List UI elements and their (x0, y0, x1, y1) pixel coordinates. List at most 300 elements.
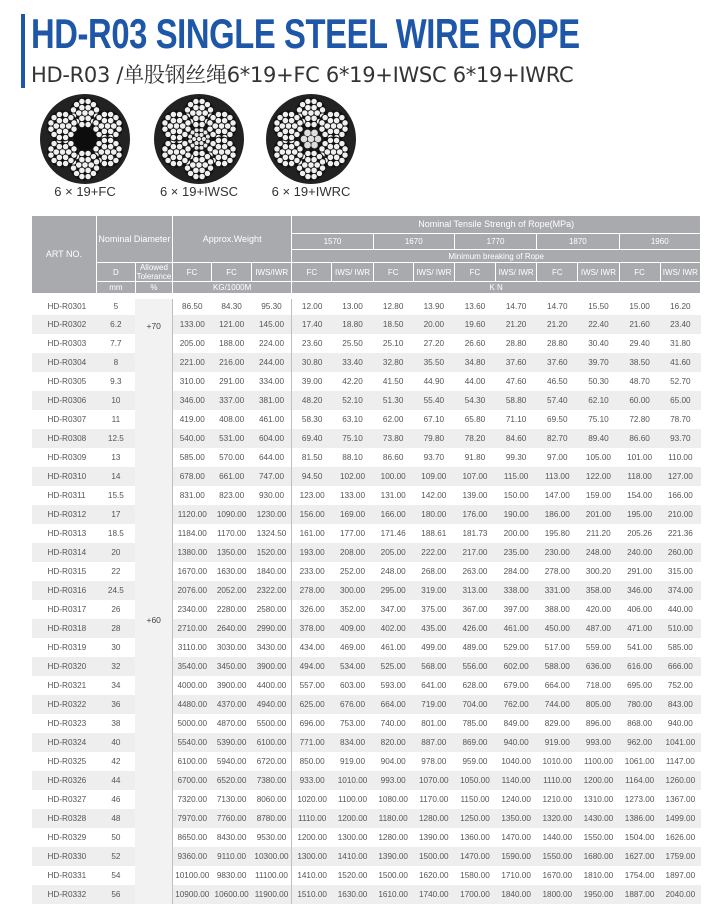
art-no-cell: HD-R0314 (32, 543, 97, 562)
value-cell: 25.10 (382, 338, 404, 348)
value-cell: 568.00 (413, 657, 454, 676)
value-cell: 205.00 (172, 334, 211, 353)
value-cell: 820.00 (373, 733, 413, 752)
value-cell: 531.00 (212, 429, 252, 448)
value-cell: 8 (96, 353, 135, 372)
rope-iwrc-cross-section-icon (265, 93, 357, 185)
value-cell: 1499.00 (660, 809, 700, 828)
value-cell: 107.00 (454, 467, 495, 486)
value-cell: 388.00 (544, 604, 570, 614)
value-cell: 1740.00 (413, 885, 454, 904)
value-cell: 10300.00 (252, 847, 292, 866)
value-cell: 1164.00 (619, 771, 660, 790)
art-no-cell: HD-R0329 (47, 832, 87, 842)
value-cell: 11900.00 (252, 885, 292, 904)
value-cell: 489.00 (462, 642, 488, 652)
value-cell: 1670.00 (542, 870, 573, 880)
value-cell: 1200.00 (292, 828, 332, 847)
value-cell: 940.00 (496, 733, 537, 752)
value-cell: 1550.00 (537, 847, 578, 866)
value-cell: 260.00 (660, 543, 700, 562)
outer-strand (161, 111, 192, 142)
value-cell: 193.00 (292, 543, 332, 562)
value-cell: 18.5 (107, 528, 124, 538)
art-no-cell: HD-R0310 (32, 467, 97, 486)
value-cell: 1324.50 (256, 528, 287, 538)
value-cell: 222.00 (413, 543, 454, 562)
value-cell: 541.00 (627, 642, 653, 652)
value-cell: 159.00 (585, 490, 611, 500)
value-cell: 1470.00 (501, 832, 531, 842)
table-row (32, 676, 701, 695)
value-cell: 216.00 (212, 353, 252, 372)
table-row (32, 657, 701, 676)
value-cell: 186.00 (537, 505, 578, 524)
value-cell: 5500.00 (256, 718, 287, 728)
value-cell: 224.00 (258, 338, 285, 348)
value-cell: 20.00 (413, 315, 454, 334)
value-cell: 5000.00 (172, 714, 211, 733)
value-cell: 919.00 (340, 756, 366, 766)
art-no-cell: HD-R0303 (47, 338, 87, 348)
value-cell: 1120.00 (172, 505, 211, 524)
value-cell: 1520.00 (252, 543, 292, 562)
art-no-cell: HD-R0311 (47, 490, 86, 500)
header-grade-1870: 1870 (537, 234, 619, 250)
value-cell: 39.00 (292, 372, 332, 391)
value-cell: 62.10 (578, 391, 619, 410)
value-cell: 201.00 (578, 505, 619, 524)
value-cell: 50.30 (588, 376, 609, 386)
value-cell: 1410.00 (292, 866, 332, 885)
value-cell: 534.00 (332, 657, 373, 676)
value-cell: 17 (96, 505, 135, 524)
art-no-cell: HD-R0301 (32, 296, 97, 315)
value-cell: 440.00 (667, 604, 693, 614)
value-cell: 56 (96, 885, 135, 904)
value-cell: 471.00 (619, 619, 660, 638)
value-cell: 930.00 (258, 490, 285, 500)
value-cell: 2322.00 (252, 581, 292, 600)
value-cell: 1500.00 (413, 847, 454, 866)
value-cell: 181.73 (462, 528, 488, 538)
value-cell: 291.00 (627, 566, 653, 576)
value-cell: 904.00 (380, 756, 406, 766)
header-unit-mm: mm (96, 282, 135, 296)
value-cell: 34 (111, 680, 121, 690)
value-cell: 1627.00 (619, 847, 660, 866)
value-cell: 62.00 (382, 414, 404, 424)
value-cell: 142.00 (421, 490, 447, 500)
art-no-cell: HD-R0321 (47, 680, 87, 690)
value-cell: 3900.00 (216, 680, 247, 690)
art-no-cell: HD-R0316 (32, 581, 97, 600)
header-nominal-diameter: Nominal Diameter (96, 216, 172, 263)
value-cell: 1700.00 (454, 885, 495, 904)
value-cell: 11100.00 (255, 870, 288, 880)
value-cell: 1240.00 (501, 794, 531, 804)
value-cell: 704.00 (454, 695, 495, 714)
value-cell: 71.10 (505, 414, 527, 424)
value-cell: 65.00 (660, 391, 700, 410)
value-cell: 375.00 (421, 604, 447, 614)
value-cell: 58.80 (496, 391, 537, 410)
value-cell: 625.00 (292, 695, 332, 714)
value-cell: 740.00 (380, 718, 406, 728)
value-cell: 30 (111, 642, 121, 652)
value-cell: 230.00 (537, 543, 578, 562)
value-cell: 434.00 (292, 638, 332, 657)
value-cell: 540.00 (172, 429, 211, 448)
value-cell: 44 (96, 771, 135, 790)
header-1870-iws-iwr: IWS/ IWR (578, 263, 619, 282)
art-no-cell: HD-R0332 (32, 885, 97, 904)
value-cell: 933.00 (292, 771, 332, 790)
value-cell: 18.80 (332, 315, 373, 334)
value-cell: 86.60 (619, 429, 660, 448)
value-cell: 278.00 (544, 566, 570, 576)
value-cell: 2340.00 (172, 600, 211, 619)
art-no-cell: HD-R0331 (47, 870, 87, 880)
value-cell: 644.00 (258, 452, 285, 462)
value-cell: 17.40 (292, 315, 332, 334)
value-cell: 1020.00 (292, 790, 332, 809)
header-grade-1570: 1570 (292, 234, 373, 250)
value-cell: 145.00 (252, 315, 292, 334)
value-cell: 409.00 (332, 619, 373, 638)
value-cell: 747.00 (252, 467, 292, 486)
value-cell: 367.00 (462, 604, 488, 614)
title-block (21, 10, 711, 90)
value-cell: 1110.00 (292, 809, 332, 828)
value-cell: 831.00 (172, 486, 211, 505)
value-cell: 14.70 (496, 296, 537, 315)
value-cell: 9830.00 (216, 870, 247, 880)
value-cell: 1386.00 (619, 809, 660, 828)
value-cell: 666.00 (660, 657, 700, 676)
value-cell: 93.70 (660, 429, 700, 448)
value-cell: 15.5 (107, 490, 124, 500)
value-cell: 38.50 (619, 353, 660, 372)
value-cell: 719.00 (413, 695, 454, 714)
tolerance-cell-70: +70 (135, 296, 172, 353)
header-1770-fc: FC (454, 263, 495, 282)
header-1670-iws-iwr: IWS/ IWR (413, 263, 454, 282)
value-cell: 131.00 (380, 490, 406, 500)
art-no-cell: HD-R0317 (47, 604, 87, 614)
value-cell: 408.00 (219, 414, 245, 424)
value-cell: 1300.00 (337, 832, 368, 842)
value-cell: 69.40 (292, 429, 332, 448)
value-cell: 150.00 (503, 490, 529, 500)
value-cell: 268.00 (421, 566, 447, 576)
value-cell: 868.00 (627, 718, 653, 728)
table-row (32, 467, 701, 486)
value-cell: 51.30 (373, 391, 413, 410)
value-cell: 843.00 (660, 695, 700, 714)
value-cell: 233.00 (292, 562, 332, 581)
value-cell: 1590.00 (496, 847, 537, 866)
header-unit-kn: K N (292, 282, 701, 296)
value-cell: 603.00 (340, 680, 366, 690)
value-cell: 319.00 (413, 581, 454, 600)
value-cell: 22 (111, 566, 121, 576)
value-cell: 1390.00 (419, 832, 449, 842)
value-cell: 284.00 (503, 566, 529, 576)
header-grade-1960: 1960 (619, 234, 700, 250)
value-cell: 313.00 (454, 581, 495, 600)
value-cell: 696.00 (292, 714, 332, 733)
value-cell: 1040.00 (501, 756, 531, 766)
value-cell: 1897.00 (665, 870, 696, 880)
value-cell: 195.00 (619, 505, 660, 524)
value-cell: 48.20 (292, 391, 332, 410)
value-cell: 3900.00 (252, 657, 292, 676)
value-cell: 252.00 (340, 566, 366, 576)
value-cell: 959.00 (462, 756, 488, 766)
value-cell: 3030.00 (216, 642, 247, 652)
value-cell: 9360.00 (172, 847, 211, 866)
title-accent-bar (21, 14, 25, 88)
value-cell: 295.00 (373, 581, 413, 600)
value-cell: 2640.00 (212, 619, 252, 638)
art-no-cell: HD-R0308 (32, 429, 97, 448)
value-cell: 461.00 (258, 414, 285, 424)
value-cell: 801.00 (421, 718, 447, 728)
value-cell: 69.50 (547, 414, 568, 424)
value-cell: 2052.00 (212, 581, 252, 600)
art-no-cell: HD-R0320 (32, 657, 97, 676)
value-cell: 60.00 (619, 391, 660, 410)
value-cell: 1280.00 (413, 809, 454, 828)
value-cell: 1950.00 (578, 885, 619, 904)
value-cell: 1090.00 (212, 505, 252, 524)
value-cell: 378.00 (292, 619, 332, 638)
value-cell: 1810.00 (583, 870, 614, 880)
rope-fc-label: 6 × 19+FC (54, 184, 116, 199)
value-cell: 529.00 (503, 642, 529, 652)
value-cell: 12.80 (373, 296, 413, 315)
value-cell: 406.00 (627, 604, 653, 614)
value-cell: 1626.00 (665, 832, 696, 842)
value-cell: 661.00 (212, 467, 252, 486)
value-cell: 940.00 (667, 718, 693, 728)
value-cell: 593.00 (380, 680, 406, 690)
header-1770-iws-iwr: IWS/ IWR (496, 263, 537, 282)
value-cell: 84.60 (496, 429, 537, 448)
value-cell: 1200.00 (332, 809, 373, 828)
value-cell: 616.00 (619, 657, 660, 676)
value-cell: 346.00 (172, 391, 211, 410)
value-cell: 978.00 (421, 756, 447, 766)
value-cell: 10 (96, 391, 135, 410)
table-row (32, 353, 701, 372)
value-cell: 326.00 (292, 600, 332, 619)
value-cell: 785.00 (462, 718, 488, 728)
value-cell: 6700.00 (172, 771, 211, 790)
value-cell: 41.50 (382, 376, 404, 386)
value-cell: 50 (111, 832, 121, 842)
value-cell: 557.00 (292, 676, 332, 695)
value-cell: 1070.00 (413, 771, 454, 790)
art-no-cell: HD-R0315 (47, 566, 87, 576)
value-cell: 78.70 (670, 414, 691, 424)
value-cell: 54 (111, 870, 121, 880)
value-cell: 771.00 (292, 733, 332, 752)
value-cell: 169.00 (332, 505, 373, 524)
value-cell: 6100.00 (172, 752, 211, 771)
table-row (32, 866, 701, 885)
value-cell: 1140.00 (496, 771, 537, 790)
value-cell: 188.61 (421, 528, 447, 538)
value-cell: 636.00 (578, 657, 619, 676)
value-cell: 110.00 (668, 452, 693, 462)
value-cell: 291.00 (219, 376, 245, 386)
value-cell: 100.00 (373, 467, 413, 486)
value-cell: 1320.00 (537, 809, 578, 828)
header-weight-fc: FC (172, 263, 211, 282)
value-cell: 628.00 (462, 680, 488, 690)
value-cell: 82.70 (537, 429, 578, 448)
value-cell: 1580.00 (460, 870, 490, 880)
value-cell: 32.80 (373, 353, 413, 372)
value-cell: 72.80 (629, 414, 650, 424)
value-cell: 20 (96, 543, 135, 562)
value-cell: 88.10 (342, 452, 363, 462)
value-cell: 374.00 (660, 581, 700, 600)
header-d: D (96, 263, 135, 282)
value-cell: 1010.00 (332, 771, 373, 790)
value-cell: 1180.00 (373, 809, 413, 828)
value-cell: 334.00 (258, 376, 285, 386)
value-cell: 1710.00 (501, 870, 531, 880)
value-cell: 1887.00 (619, 885, 660, 904)
table-row (32, 429, 701, 448)
value-cell: 32 (96, 657, 135, 676)
value-cell: 525.00 (373, 657, 413, 676)
value-cell: 1470.00 (454, 847, 495, 866)
header-1670-fc: FC (373, 263, 413, 282)
value-cell: 6520.00 (212, 771, 252, 790)
table-body (32, 296, 701, 904)
value-cell: 823.00 (219, 490, 245, 500)
value-cell: 834.00 (332, 733, 373, 752)
value-cell: 1230.00 (252, 505, 292, 524)
art-no-cell: HD-R0304 (32, 353, 97, 372)
value-cell: 127.00 (660, 467, 700, 486)
table-row (32, 562, 701, 581)
table-row (32, 695, 701, 714)
value-cell: 420.00 (585, 604, 611, 614)
table-row (32, 619, 701, 638)
value-cell: 4370.00 (212, 695, 252, 714)
table-row (32, 581, 701, 600)
value-cell: 1061.00 (624, 756, 655, 766)
value-cell: 9110.00 (212, 847, 252, 866)
value-cell: 147.00 (544, 490, 570, 500)
value-cell: 205.00 (373, 543, 413, 562)
value-cell: 1840.00 (496, 885, 537, 904)
value-cell: 248.00 (380, 566, 406, 576)
value-cell: 22.40 (578, 315, 619, 334)
value-cell: 850.00 (292, 752, 332, 771)
header-approx-weight: Approx.Weight (172, 216, 291, 263)
page-subtitle: HD-R03 /单股钢丝绳6*19+FC 6*19+IWSC 6*19+IWRC (31, 63, 574, 87)
value-cell: 887.00 (413, 733, 454, 752)
value-cell: 1610.00 (373, 885, 413, 904)
value-cell: 7760.00 (212, 809, 252, 828)
value-cell: 19.60 (454, 315, 495, 334)
value-cell: 30.80 (292, 353, 332, 372)
header-minimum-breaking: Minimum breaking of Rope (292, 250, 701, 263)
value-cell: 4940.00 (252, 695, 292, 714)
value-cell: 63.10 (342, 414, 363, 424)
value-cell: 4000.00 (172, 676, 211, 695)
value-cell: 5 (96, 296, 135, 315)
value-cell: 10900.00 (172, 885, 211, 904)
value-cell: 37.60 (496, 353, 537, 372)
value-cell: 93.70 (423, 452, 445, 462)
value-cell: 205.26 (627, 528, 653, 538)
value-cell: 1147.00 (665, 756, 695, 766)
value-cell: 47.60 (505, 376, 527, 386)
value-cell: 993.00 (578, 733, 619, 752)
value-cell: 12.00 (292, 296, 332, 315)
value-cell: 461.00 (380, 642, 406, 652)
value-cell: 664.00 (544, 680, 570, 690)
value-cell: 1184.00 (172, 524, 211, 543)
rope-fc (37, 93, 133, 203)
value-cell: 122.00 (578, 467, 619, 486)
value-cell: 208.00 (332, 543, 373, 562)
value-cell: 123.00 (292, 486, 332, 505)
value-cell: 762.00 (496, 695, 537, 714)
value-cell: 588.00 (537, 657, 578, 676)
value-cell: 1150.00 (460, 794, 490, 804)
value-cell: 58.30 (292, 410, 332, 429)
value-cell: 435.00 (413, 619, 454, 638)
table-row (32, 410, 701, 429)
value-cell: 8650.00 (172, 828, 211, 847)
value-cell: 221.00 (172, 353, 211, 372)
table-row (32, 752, 701, 771)
value-cell: 14.70 (537, 296, 578, 315)
value-cell: 426.00 (454, 619, 495, 638)
value-cell: 21.20 (537, 315, 578, 334)
value-cell: 1170.00 (217, 528, 247, 538)
table-row (32, 524, 701, 543)
value-cell: 113.00 (537, 467, 578, 486)
value-cell: 1500.00 (378, 870, 408, 880)
value-cell: 695.00 (627, 680, 653, 690)
value-cell: 171.46 (380, 528, 406, 538)
value-cell: 718.00 (585, 680, 611, 690)
table-row (32, 391, 701, 410)
value-cell: 30.40 (588, 338, 609, 348)
value-cell: 13 (111, 452, 121, 462)
value-cell: 338.00 (496, 581, 537, 600)
value-cell: 28.80 (547, 338, 568, 348)
value-cell: 89.40 (578, 429, 619, 448)
value-cell: 1630.00 (216, 566, 247, 576)
table-row (32, 638, 701, 657)
value-cell: 510.00 (660, 619, 700, 638)
value-cell: 499.00 (421, 642, 447, 652)
value-cell: 6720.00 (256, 756, 287, 766)
value-cell: 1010.00 (542, 756, 573, 766)
value-cell: 5940.00 (216, 756, 247, 766)
value-cell: 94.50 (292, 467, 332, 486)
